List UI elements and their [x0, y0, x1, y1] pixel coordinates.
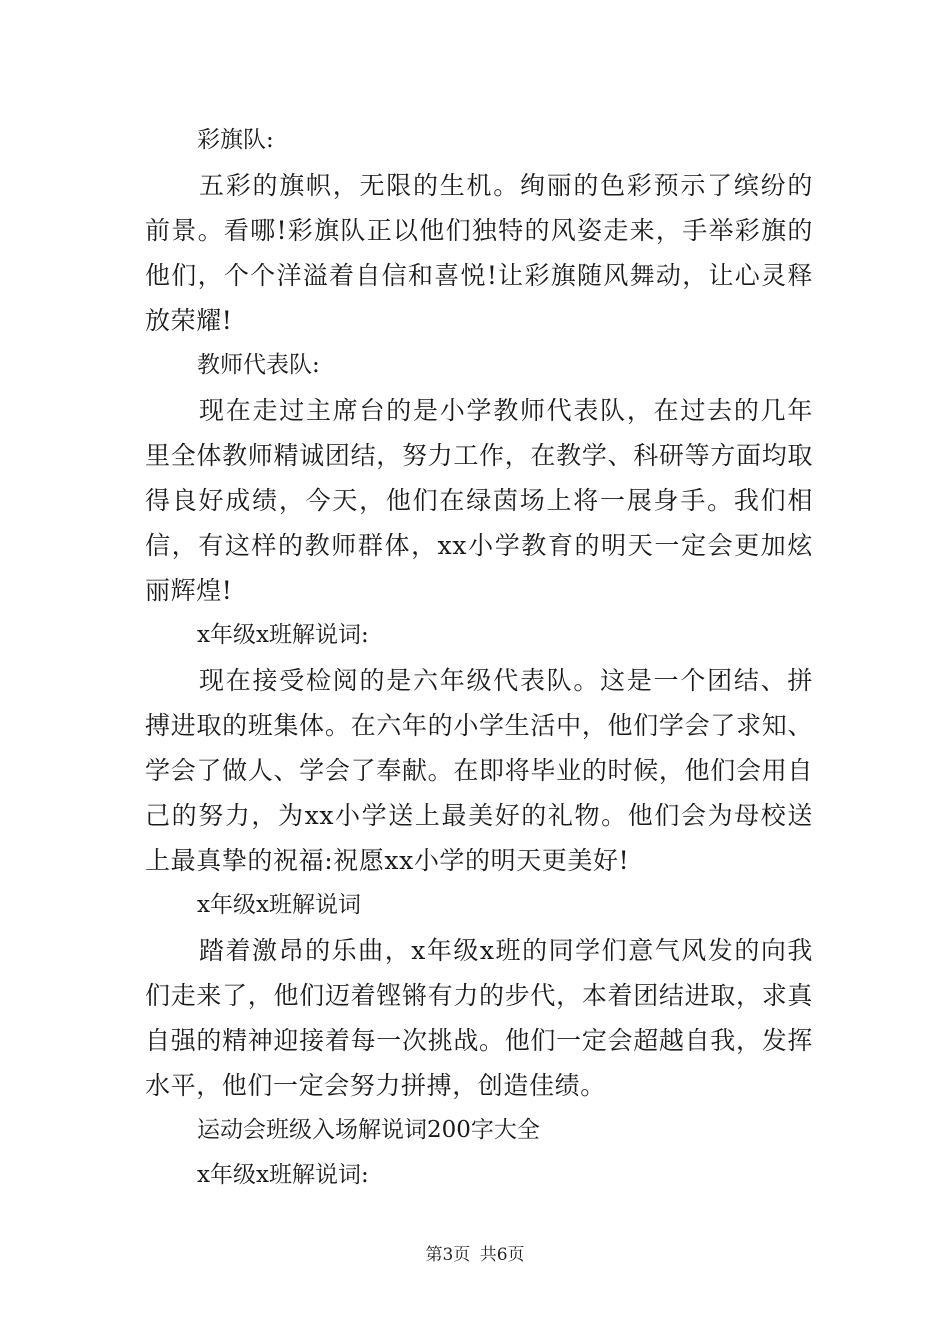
section-heading-class-commentary-1: x年级x班解说词:: [197, 622, 369, 648]
section-heading-class-commentary-2: x年级x班解说词: [197, 892, 361, 918]
document-body: [145, 118, 813, 1198]
paragraph-teacher-team: 现在走过主席台的是小学教师代表队，在过去的几年里全体教师精诚团结，努力工作，在教学、科研等方面均取得良好成绩，今天，他们在绿茵场上将一展身手。我们相信，有这样的教师群体，xx小学教育的明天一定会更加炫丽辉煌!: [145, 396, 813, 605]
page-number-footer: 第3页 共6页: [425, 1245, 525, 1265]
paragraph-class-commentary-2: 踏着激昂的乐曲，x年级x班的同学们意气风发的向我们走来了，他们迈着铿锵有力的步代，本着团结进取，求真自强的精神迎接着每一次挑战。他们一定会超越自我，发挥水平，他们一定会努力拼搏，创造佳绩。: [145, 936, 813, 1100]
section-heading-teacher-team: 教师代表队:: [197, 352, 320, 378]
paragraph-color-flag-team: 五彩的旗帜，无限的生机。绚丽的色彩预示了缤纷的前景。看哪!彩旗队正以他们独特的风姿走来，手举彩旗的他们，个个洋溢着自信和喜悦!让彩旗随风舞动，让心灵释放荣耀!: [145, 171, 813, 335]
section-heading-collection-title: 运动会班级入场解说词200字大全: [197, 1117, 540, 1143]
section-heading-color-flag-team: 彩旗队:: [197, 127, 274, 153]
section-heading-class-commentary-3: x年级x班解说词:: [197, 1162, 369, 1188]
paragraph-class-commentary-1: 现在接受检阅的是六年级代表队。这是一个团结、拼搏进取的班集体。在六年的小学生活中，他们学会了求知、学会了做人、学会了奉献。在即将毕业的时候，他们会用自己的努力，为xx小学送上最美好的礼物。他们会为母校送上最真挚的祝福:祝愿xx小学的明天更美好!: [145, 666, 813, 875]
